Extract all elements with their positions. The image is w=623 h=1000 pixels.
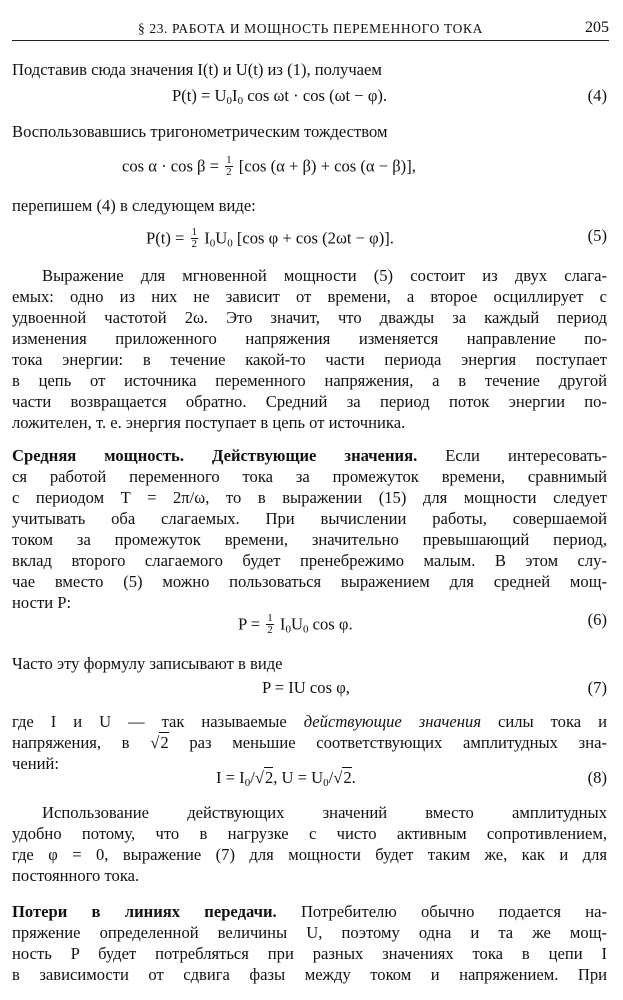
text-line: постоянного тока. bbox=[12, 866, 140, 885]
equation-5: P(t) = $\frac{1}{2}$ $I_0U_0$ [cos φ + cos (2ωt − φ)]. (5) bbox=[146, 226, 607, 250]
text-line: Средняя мощность. Действующие значения. Если интересовать- bbox=[12, 446, 607, 465]
text-line: перепишем (4) в следующем виде: bbox=[12, 196, 256, 215]
text-line: удвоенной частотой 2ω. Это значит, что дважды за каждый период bbox=[12, 308, 607, 327]
text-line: с периодом T = 2π/ω, то в выражении (15) для мощности следует bbox=[12, 488, 607, 507]
text-line: изменения приложенного напряжения изменяется направление по- bbox=[12, 329, 607, 348]
text-line: током за промежуток времени, значительно превышающий период, bbox=[12, 530, 607, 549]
equation-number: (8) bbox=[587, 768, 607, 787]
section-heading: Средняя мощность. Действующие значения. bbox=[12, 446, 418, 465]
text-line: Подставив сюда значения I(t) и U(t) из (1), получаем bbox=[12, 60, 382, 79]
equation-number: (5) bbox=[587, 226, 607, 245]
equation-4: $P(t) = U_0I_0$ cos ωt · cos (ωt − φ). (4) bbox=[172, 86, 607, 107]
text-line: Часто эту формулу записывают в виде bbox=[12, 654, 283, 673]
text-line: ложителен, т. е. энергия поступает в цепь от источника. bbox=[12, 413, 406, 432]
text-line: Использование действующих значений вместо амплитудных bbox=[42, 803, 607, 822]
text-line: в зависимости от сдвига фазы между током и напряжением. При bbox=[12, 965, 607, 984]
text-line: части возвращается обратно. Средний за период поток энергии по- bbox=[12, 392, 607, 411]
text-line: Воспользовавшись тригонометрическим тождеством bbox=[12, 122, 388, 141]
text-line: емых: одно из них не зависит от времени, а второе осциллирует с bbox=[12, 287, 607, 306]
equation-trig-identity: cos α · cos β = $\frac{1}{2}$ [cos (α + β) + cos (α − β)], bbox=[122, 154, 416, 178]
text-line: ность P будет потребляться при разных значениях тока в цепи I bbox=[12, 944, 607, 963]
text-line: пряжение определенной величины U, поэтому одна и та же мощ- bbox=[12, 923, 607, 942]
text-line: Выражение для мгновенной мощности (5) состоит из двух слага- bbox=[42, 266, 607, 285]
text-line: Потери в линиях передачи. Потребителю обычно подается на- bbox=[12, 902, 608, 921]
equation-number: (6) bbox=[587, 610, 607, 629]
text-line: чае вместо (5) можно пользоваться выражением для средней мощ- bbox=[12, 572, 607, 591]
text-line: чений: bbox=[12, 754, 59, 773]
equation-8: $I = I_0/√2$, $U = U_0/√2$. (8) bbox=[216, 768, 607, 789]
section-heading: Потери в линиях передачи. bbox=[12, 902, 277, 921]
text-line: тока энергии: в течение какой-то части периода энергия поступает bbox=[12, 350, 607, 369]
equation-number: (4) bbox=[587, 86, 607, 105]
equation-7: P = IU cos φ, (7) bbox=[262, 678, 607, 697]
text-line: где I и U — так называемые действующие значения силы тока и bbox=[12, 712, 607, 731]
text-line: напряжения, в √2 раз меньшие соответствующих амплитудных зна- bbox=[12, 733, 608, 752]
page-number: 205 bbox=[585, 19, 609, 36]
text-line: учитывать оба слагаемых. При вычислении работы, совершаемой bbox=[12, 509, 607, 528]
equation-number: (7) bbox=[587, 678, 607, 697]
running-header bbox=[12, 18, 609, 41]
text-line: ся работой переменного тока за промежуток времени, сравнимый bbox=[12, 467, 607, 486]
text-line: удобно потому, что в нагрузке с чисто активным сопротивлением, bbox=[12, 824, 607, 843]
text-line: в цепь от источника переменного напряжения, а в течение другой bbox=[12, 371, 607, 390]
text-line: вклад второго слагаемого будет пренебрежимо малым. В этом слу- bbox=[12, 551, 607, 570]
text-line: ности P: bbox=[12, 593, 72, 612]
emphasis: действующие значения bbox=[303, 712, 482, 731]
equation-6: P = $\frac{1}{2}$ $I_0U_0$ cos φ. (6) bbox=[238, 610, 607, 636]
text-line: где φ = 0, выражение (7) для мощности будет таким же, как и для bbox=[12, 845, 607, 864]
section-title: § 23. РАБОТА И МОЩНОСТЬ ПЕРЕМЕННОГО ТОКА bbox=[138, 21, 483, 36]
